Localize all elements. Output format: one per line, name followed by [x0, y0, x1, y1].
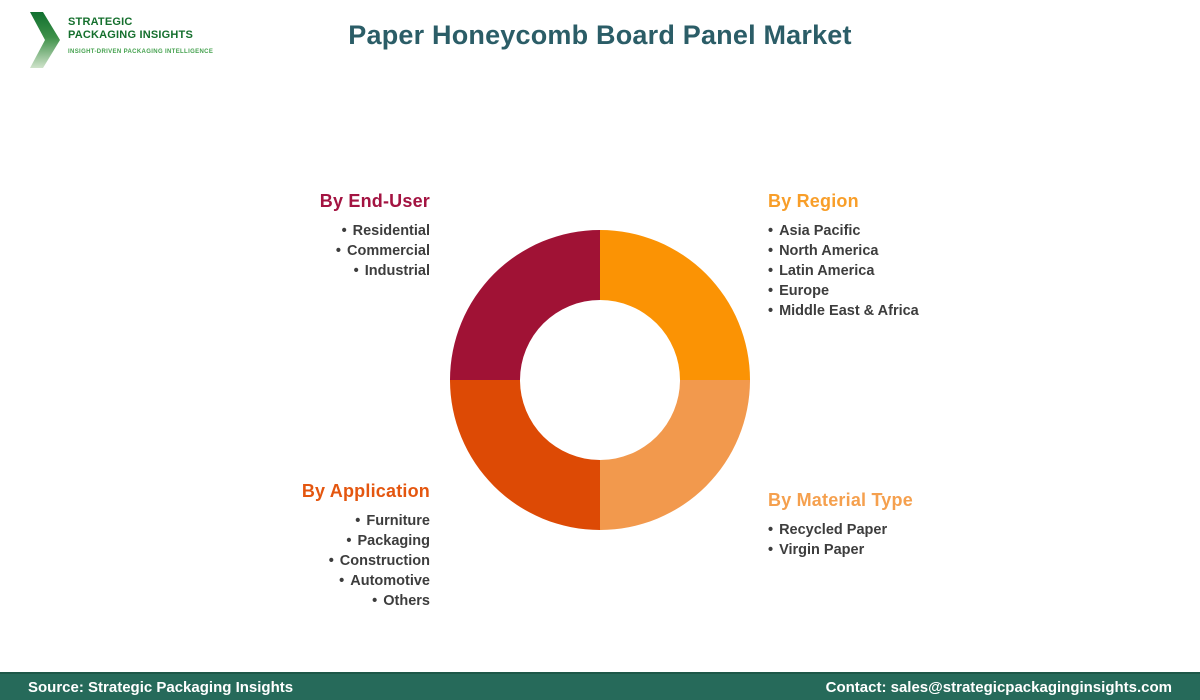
donut-segment-region [600, 230, 750, 380]
footer-bar [0, 672, 1200, 700]
list-item: • North America [768, 241, 1008, 261]
section-application [190, 481, 430, 611]
brand-tagline: INSIGHT-DRIVEN PACKAGING INTELLIGENCE [68, 48, 214, 55]
donut-segment-end-user [450, 230, 600, 380]
page-title: Paper Honeycomb Board Panel Market [348, 20, 852, 50]
section-region-heading: By Region [768, 191, 859, 211]
list-item: • Recycled Paper [768, 520, 1008, 540]
donut-segment-material-type [600, 380, 750, 530]
section-region-list [768, 221, 1008, 321]
donut-segment-application [450, 380, 600, 530]
list-item: • Others [190, 591, 430, 611]
brand-name-line1: STRATEGIC [68, 16, 133, 28]
list-item: • Industrial [190, 261, 430, 281]
donut-chart [450, 230, 750, 530]
list-item: • Middle East & Africa [768, 301, 1008, 321]
section-end-user-heading: By End-User [319, 191, 430, 211]
list-item: • Virgin Paper [768, 540, 1008, 560]
list-item: • Europe [768, 281, 1008, 301]
section-application-heading: By Application [301, 481, 430, 501]
footer-source: Source: Strategic Packaging Insights [28, 678, 294, 696]
brand-name-line2: PACKAGING INSIGHTS [68, 28, 194, 41]
section-material-type [768, 490, 1008, 560]
list-item: • Packaging [190, 531, 430, 551]
section-material-type-heading: By Material Type [768, 490, 913, 510]
list-item: • Commercial [190, 241, 430, 261]
footer-contact: Contact: sales@strategicpackaginginsights.com [825, 678, 1172, 696]
list-item: • Automotive [190, 571, 430, 591]
section-region [768, 191, 1008, 321]
section-material-type-list [768, 520, 1008, 560]
section-application-list [190, 511, 430, 611]
list-item: • Construction [190, 551, 430, 571]
list-item: • Asia Pacific [768, 221, 1008, 241]
section-end-user-list [190, 221, 430, 281]
list-item: • Residential [190, 221, 430, 241]
list-item: • Furniture [190, 511, 430, 531]
list-item: • Latin America [768, 261, 1008, 281]
section-end-user [190, 191, 430, 281]
